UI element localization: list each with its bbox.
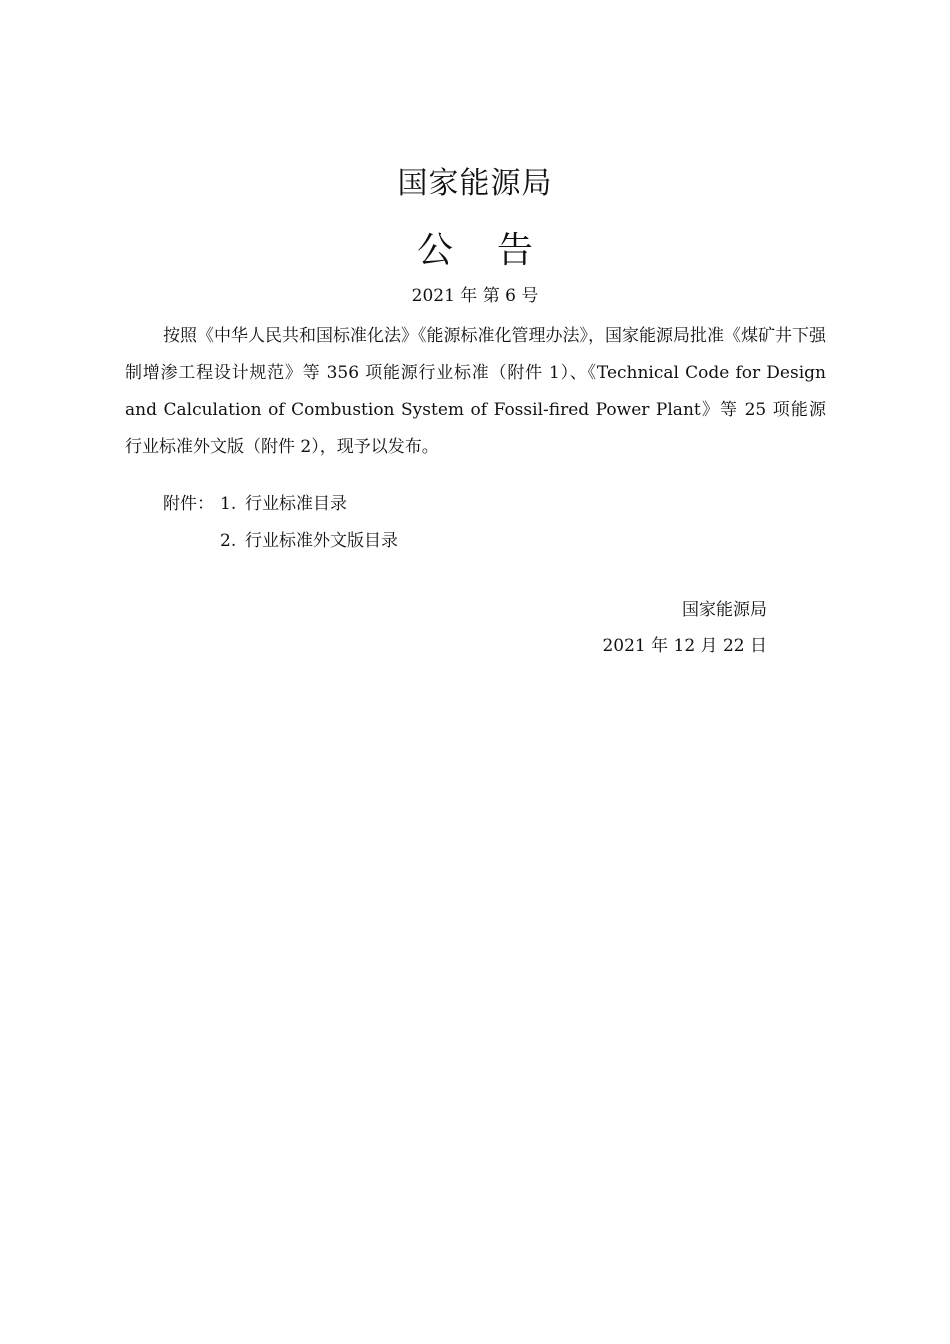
attachment-list [163,486,663,560]
issuing-organization-title: 国家能源局 [397,166,553,201]
announcement-paragraph: 按照《中华人民共和国标准化法》《能源标准化管理办法》，国家能源局批准《煤矿井下强制增渗工程设计规范》等 356 项能源行业标准（附件 1）、《Technical Code for Design and Calculation of Combustion System of Fossil-fired Power Plant》等 25 项能源行业标准外文版（附件 2），现予以发布。 [125,326,826,457]
signature-date: 2021 年 12 月 22 日 [602,636,767,656]
attachment-label: 行业标准目录 [245,494,347,514]
attachment-label: 行业标准外文版目录 [245,531,398,551]
document-number: 2021 年 第 6 号 [411,286,539,306]
attachment-number: 2. [220,531,237,551]
signature-block [602,592,767,664]
attachment-lead-label: 附件： [163,494,214,514]
attachment-item [163,486,663,523]
signature-organization: 国家能源局 [682,600,767,620]
attachment-number: 1. [220,494,237,514]
document-title: 公告 [416,230,577,271]
attachment-item [163,523,663,560]
